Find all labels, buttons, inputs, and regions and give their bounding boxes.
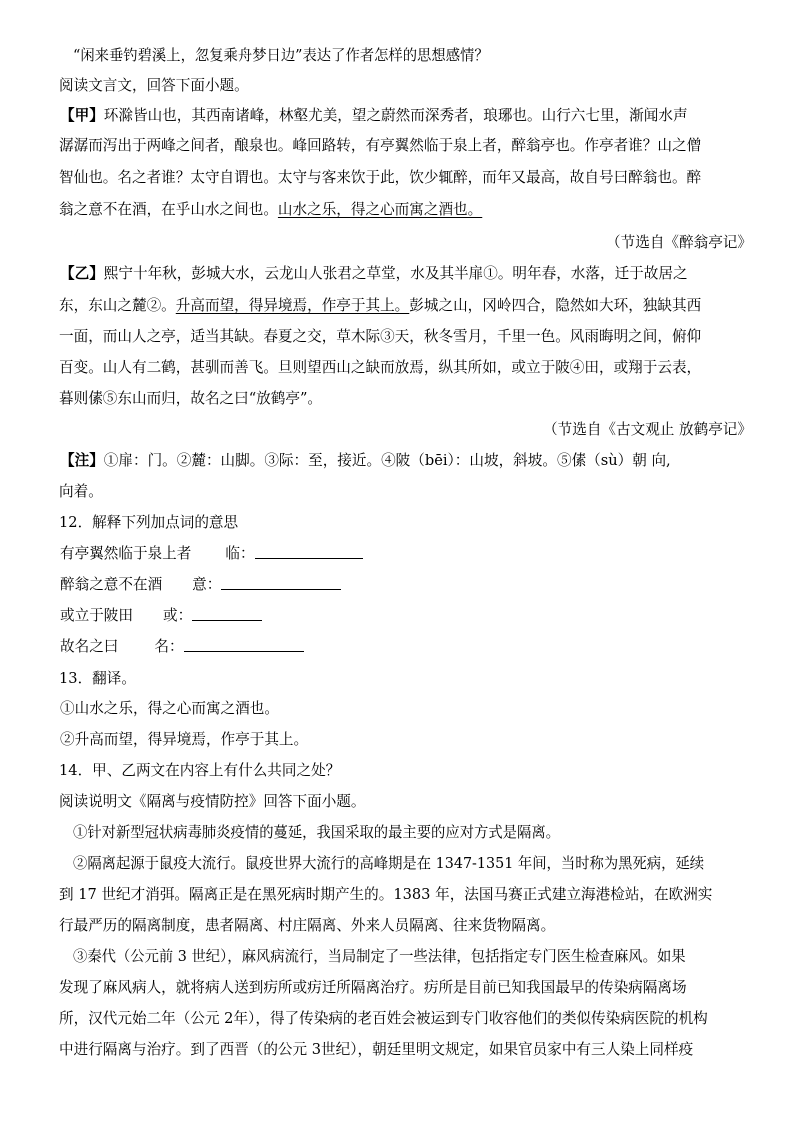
q12-item-a: 有亭翼然临于泉上者 临： xyxy=(60,544,760,564)
passage-jia-label: 【甲】 xyxy=(60,107,104,124)
expo-paragraph-2-line-1: ②隔离起源于鼠疫大流行。鼠疫世界大流行的高峰期是在 1347-1351 年间，当时称为黑死病，延续 xyxy=(73,855,705,872)
q12-item-d: 故名之曰 名： xyxy=(60,637,760,657)
underlined-sentence-yi: 升高而望，得异境焉，作亭于其上。 xyxy=(175,297,410,314)
answer-blank-a[interactable] xyxy=(255,544,363,559)
expo-paragraph-3-line-3: 所，汉代元始二年（公元 2年），得了传染病的老百姓会被运到专门收容他们的类似传染病医院的机构 xyxy=(59,1010,708,1027)
answer-blank-b[interactable] xyxy=(221,575,341,590)
expo-paragraph-3-line-2: 发现了麻风病人，就将病人送到疠所或疠迁所隔离治疗。疠所是目前已知我国最早的传染病隔离场 xyxy=(59,979,687,996)
passage-jia-source: （节选自《醉翁亭记》 xyxy=(606,234,752,251)
annotation-label: 【注】 xyxy=(60,452,104,469)
q12-item-b: 醉翁之意不在酒 意： xyxy=(60,575,760,595)
passage-yi-line-5: 暮则傃⑤东山而归，故名之曰“放鹤亭”。 xyxy=(59,390,323,407)
passage-yi-line-3: 一面，而山人之亭，适当其缺。春夏之交，草木际③天，秋冬雪月，千里一色。风雨晦明之间，俯仰 xyxy=(59,328,702,345)
passage-yi-label: 【乙】 xyxy=(60,265,104,282)
poem-question: “闲来垂钓碧溪上，忽复乘舟梦日边”表达了作者怎样的思想感情？ xyxy=(73,47,489,64)
expo-paragraph-3-line-4: 中进行隔离与治疗。到了西晋（的公元 3世纪），朝廷里明文规定，如果官员家中有三人染上同样疫 xyxy=(59,1041,694,1058)
annotation-line-2: 向着。 xyxy=(59,483,103,500)
q13-item-1: ①山水之乐，得之心而寓之酒也。 xyxy=(60,700,279,717)
answer-blank-d[interactable] xyxy=(184,637,304,652)
passage-yi-line-4: 百变。山人有二鹤，甚驯而善飞。旦则望西山之缺而放焉，纵其所如，或立于陂④田，或翔于云表， xyxy=(59,359,702,376)
passage-jia-line-1: 【甲】环滁皆山也，其西南诸峰，林壑尤美，望之蔚然而深秀者，琅琊也。山行六七里，渐闻水声 xyxy=(60,107,688,124)
expo-paragraph-2-line-2: 到 17 世纪才消弭。隔离正是在黑死病时期产生的。1383 年，法国马赛正式建立海港检站，在欧洲实 xyxy=(59,886,713,903)
underlined-sentence-jia: 山水之乐，得之心而寓之酒也。 xyxy=(277,201,483,218)
passage-jia-line-2: 潺潺而泻出于两峰之间者，酿泉也。峰回路转，有亭翼然临于泉上者，醉翁亭也。作亭者谁？山之僧 xyxy=(59,137,702,154)
passage-yi-line-1: 【乙】熙宁十年秋，彭城大水，云龙山人张君之草堂，水及其半扉①。明年春，水落，迁于故居之 xyxy=(60,265,688,282)
q12-item-c: 或立于陂田 或： xyxy=(60,606,760,626)
passage-yi-line-2: 东，东山之麓②。升高而望，得异境焉，作亭于其上。彭城之山，冈岭四合，隐然如大环，独缺其西 xyxy=(59,297,702,314)
passage-yi-source: （节选自《古文观止 放鹤亭记》 xyxy=(543,421,752,438)
passage-jia-line-3: 智仙也。名之者谁？太守自谓也。太守与客来饮于此，饮少辄醉，而年又最高，故自号曰醉翁也。醉 xyxy=(59,169,702,186)
expo-paragraph-3-line-1: ③秦代（公元前 3 世纪），麻风病流行，当局制定了一些法律，包括指定专门医生检查麻风。如果 xyxy=(73,948,686,965)
q13-item-2: ②升高而望，得异境焉，作亭于其上。 xyxy=(60,731,309,748)
question-13: 13．翻译。 xyxy=(59,670,136,687)
expo-paragraph-1: ①针对新型冠状病毒肺炎疫情的蔓延，我国采取的最主要的应对方式是隔离。 xyxy=(73,824,560,841)
expo-paragraph-2-line-3: 行最严历的隔离制度，患者隔离、村庄隔离、外来人员隔离、往来货物隔离。 xyxy=(59,917,556,934)
annotation-line-1: 【注】①扉：门。②麓：山脚。③际：至，接近。④陂（bēi）：山坡，斜坡。⑤傃（sù）朝 向, xyxy=(60,452,671,469)
classical-reading-instruction: 阅读文言文，回答下面小题。 xyxy=(59,77,249,94)
passage-jia-line-4: 翁之意不在酒，在乎山水之间也。山水之乐，得之心而寓之酒也。 xyxy=(59,201,483,218)
question-14: 14．甲、乙两文在内容上有什么共同之处？ xyxy=(59,762,341,779)
question-12: 12．解释下列加点词的意思 xyxy=(59,514,239,531)
expository-reading-instruction: 阅读说明文《隔离与疫情防控》回答下面小题。 xyxy=(59,793,366,810)
answer-blank-c[interactable] xyxy=(192,606,262,621)
